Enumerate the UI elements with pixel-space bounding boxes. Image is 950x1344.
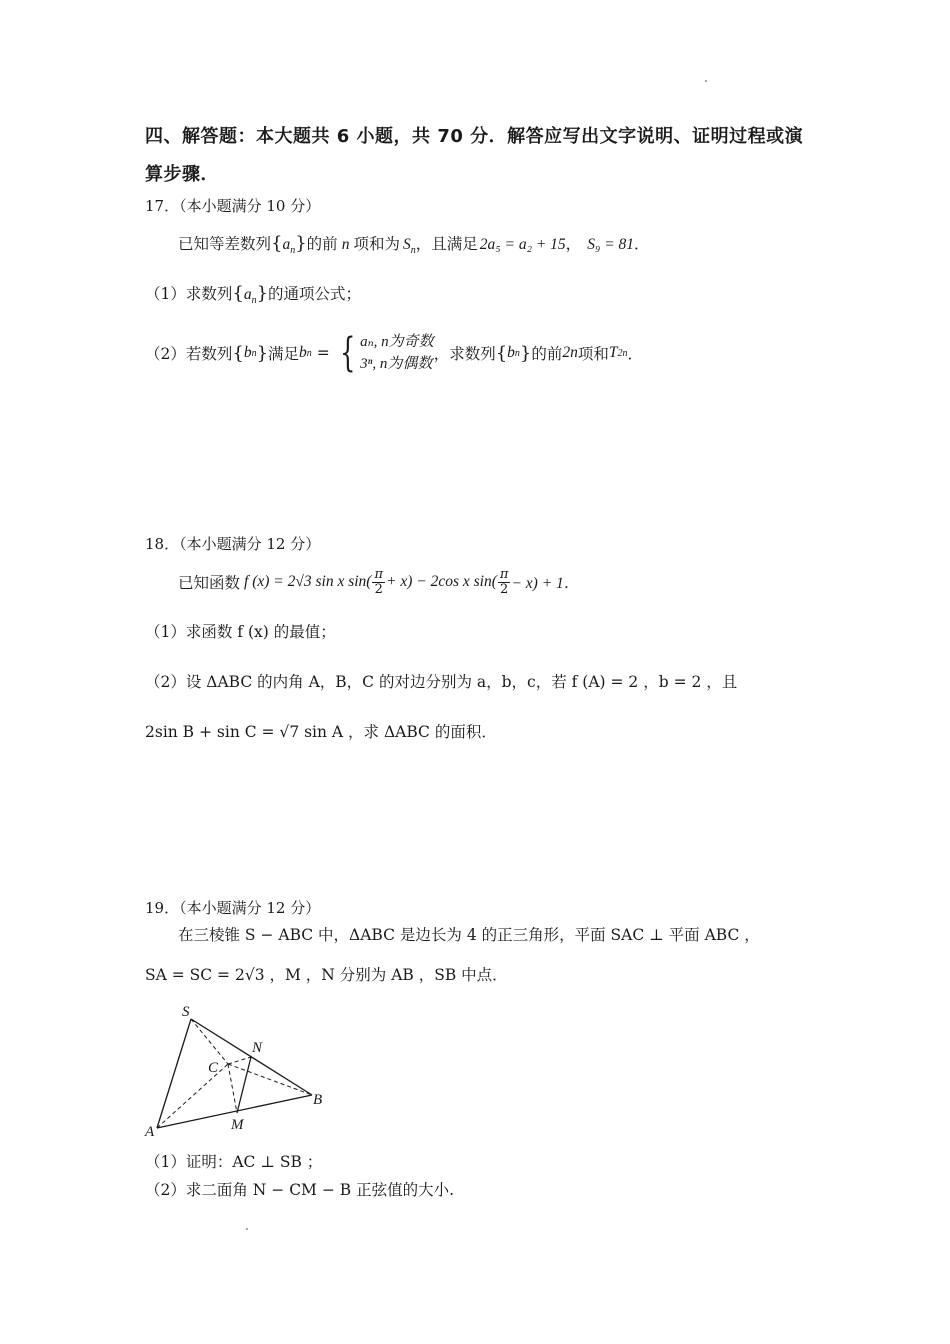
q17-intro-c: 项和为 (353, 235, 400, 253)
section-heading-line1: 四、解答题：本大题共 6 小题，共 70 分．解答应写出文字说明、证明过程或演 (145, 126, 804, 147)
label-M: M (231, 1117, 244, 1133)
label-B: B (313, 1092, 323, 1108)
piecewise-cases (360, 331, 434, 375)
q18-header: 18．（本小题满分 12 分） (145, 535, 321, 553)
q19-header: 19．（本小题满分 12 分） (145, 899, 321, 917)
q18-intro: 已知函数 f (x) = 2√3 sin x sin( $\frac{\pi}{2}$ + x) − 2cos x sin( $\frac{\pi}{2}$ − x) + 1． (178, 566, 580, 597)
case-even: 3ⁿ, n为偶数 (360, 356, 433, 372)
q19-line1: 在三棱锥 S − ABC 中，ΔABC 是边长为 4 的正三角形，平面 SAC ⊥ 平面 ABC ， (178, 926, 760, 944)
q17-cond1: 2a₅ = a₂ + 15 (479, 236, 566, 253)
q19-line2: SA = SC = 2√3 ，M ，N 分别为 AB ，SB 中点． (145, 966, 508, 984)
label-S: S (182, 1004, 190, 1020)
q17-intro: 已知等差数列$\{a_n\}$的前 n 项和为 $S_n$，且满足 2a₅ = a₂ + 15， S₉ = 81． (178, 233, 650, 257)
section-heading-line2: 算步骤． (145, 164, 219, 185)
case-odd: aₙ, n为奇数 (360, 334, 434, 350)
q17-end: ． (634, 235, 650, 253)
pi-over-2-frac: $\frac{\pi}{2}$ (499, 566, 509, 597)
q17-cond2: S₉ = 81 (587, 236, 635, 253)
q19-part2: （2）求二面角 N − CM − B 正弦值的大小. (145, 1181, 455, 1199)
q17-part2: （2）若数列 { b n } 满足 b n = { aₙ, n为奇数 3ⁿ, n为偶数 ，求数列 { b n } 的前 2n 项和 T 2n ． (145, 330, 644, 376)
q17-header: 17．（本小题满分 10 分） (145, 197, 321, 215)
q18-part1: （1）求函数 f (x) 的最值； (145, 623, 336, 641)
q17-n: n (341, 236, 350, 253)
q17-intro-d: ，且满足 (415, 235, 478, 253)
q18-part2-line2: 2sin B + sin C = √7 sin A ，求 ΔABC 的面积． (145, 723, 497, 741)
label-N: N (252, 1040, 263, 1056)
label-A: A (145, 1124, 155, 1140)
edge-CM (228, 1064, 237, 1113)
pyramid-diagram (140, 1000, 340, 1140)
piecewise-brace: { (339, 330, 356, 376)
q17-intro-a: 已知等差数列 (178, 235, 272, 253)
edge-SA (157, 1019, 191, 1128)
q17-seq: a (282, 236, 291, 253)
edge-SB (191, 1019, 312, 1095)
q17-part1: （1）求数列$\{a_n\}$的通项公式； (145, 283, 362, 307)
q18-part2-line1: （2）设 ΔABC 的内角 A，B，C 的对边分别为 a，b，c，若 f (A) = 2 ，b = 2 ，且 (145, 673, 738, 691)
q17-intro-b: 的前 (306, 235, 338, 253)
edge-SC (191, 1019, 228, 1064)
edge-CN (228, 1057, 251, 1064)
edge-NM (237, 1057, 251, 1113)
pi-over-2-frac: $\frac{\pi}{2}$ (374, 566, 384, 597)
scan-dot (246, 1228, 248, 1230)
q17-seq-sub: n (290, 245, 296, 257)
q17-S: S (402, 236, 411, 253)
q17-sep: ， (565, 235, 582, 253)
label-C: C (208, 1060, 219, 1076)
q19-part1: （1）证明：AC ⊥ SB ； (145, 1153, 323, 1171)
scan-dot (705, 80, 707, 82)
